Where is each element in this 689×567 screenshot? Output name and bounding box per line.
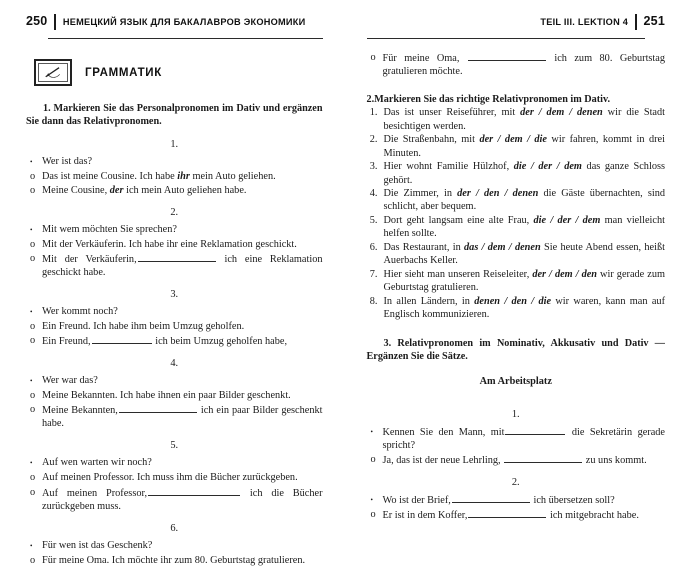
text-part: Sie heute Abend essen, heißt Auerbachs Keller. [384, 242, 666, 266]
text-part: wir die Stadt besichtigen werden. [384, 107, 666, 131]
right-running-head [367, 14, 666, 36]
dialog-line [26, 539, 323, 553]
pronoun-options[interactable]: der / dem / die [479, 134, 547, 145]
continuation-line [367, 51, 666, 78]
text-part: man vielleicht helfen sollte. [384, 215, 665, 239]
text-part: Kennen Sie den Mann, mit [383, 427, 505, 438]
question-bullet: • [26, 305, 42, 319]
dialog-text: Auf wen warten wir noch? [42, 456, 323, 470]
dialog-line [26, 170, 323, 183]
block-number: 6. [26, 522, 323, 535]
answer-marker: o [26, 320, 42, 333]
text-part: Er ist in dem Koffer, [383, 510, 468, 521]
dialog-line [26, 389, 323, 402]
answer-marker: o [26, 334, 42, 348]
text-part: mein Auto geliehen. [190, 171, 276, 182]
text-part: ich die Bücher zurückgeben muss. [42, 488, 323, 512]
exercise-1-instruction: 1. Markieren Sie das Personalpronomen im Dativ und ergänzen Sie dann das Relativpronomen. [26, 102, 323, 128]
dialog-line [367, 453, 666, 467]
list-item [367, 106, 666, 132]
text-part: die Sekretärin gerade spricht? [383, 427, 666, 451]
text-part: Ein Freund, [42, 336, 91, 347]
question-bullet: • [26, 223, 42, 237]
block-number: 4. [26, 357, 323, 370]
exercise-3-subheading: Am Arbeitsplatz [367, 376, 666, 387]
exercise-2-list [367, 106, 666, 321]
exercise-2-instruction: 2.Markieren Sie das richtige Relativpronomen im Dativ. [367, 93, 666, 106]
dialog-block-2 [367, 493, 666, 522]
list-item [367, 295, 666, 321]
answer-marker: o [367, 508, 383, 522]
dialog-line [26, 554, 323, 567]
dialog-text [42, 486, 323, 513]
list-item [367, 160, 666, 186]
dialog-text [383, 508, 666, 522]
item-text [384, 187, 666, 213]
fill-in-blank[interactable] [468, 508, 546, 518]
dialog-line [26, 486, 323, 513]
block-number: 2. [367, 476, 666, 489]
pronoun-options[interactable]: denen / den / die [474, 296, 551, 307]
fill-in-blank[interactable] [138, 252, 216, 262]
dialog-text [383, 493, 666, 507]
text-part: wir waren, kann man auf Englisch kommunizieren. [384, 296, 666, 320]
dialog-text [42, 184, 323, 197]
dialog-line [26, 252, 323, 279]
pronoun-options[interactable]: der / den / denen [457, 188, 538, 199]
dialog-text [383, 425, 666, 452]
list-item [367, 214, 666, 240]
item-text [384, 214, 666, 240]
fill-in-blank[interactable] [119, 403, 197, 413]
text-part: In allen Ländern, in [384, 296, 475, 307]
dialog-block-2 [26, 223, 323, 279]
answer-marker: o [26, 170, 42, 183]
answer-marker: o [367, 453, 383, 467]
dialog-block-1 [26, 155, 323, 197]
dialog-line [26, 155, 323, 169]
block-number: 1. [367, 408, 666, 421]
text-part: ich mein Auto geliehen habe. [124, 185, 247, 196]
dialog-text: Auf meinen Professor. Ich muss ihm die Bücher zurückgeben. [42, 471, 323, 484]
item-number: 3. [367, 160, 384, 186]
item-text [384, 241, 666, 267]
pronoun-options[interactable]: der / dem / den [532, 269, 597, 280]
fill-in-blank[interactable] [92, 334, 152, 344]
dialog-text: Mit wem möchten Sie sprechen? [42, 223, 323, 237]
fill-in-blank[interactable] [468, 51, 546, 61]
left-header-rule [48, 38, 323, 39]
item-number: 8. [367, 295, 384, 321]
dialog-text [383, 51, 666, 78]
fill-in-blank[interactable] [148, 486, 240, 496]
answer-marker: o [26, 471, 42, 484]
text-part: Dort geht langsam eine alte Frau, [384, 215, 534, 226]
question-bullet: • [367, 493, 383, 507]
dialog-line [26, 456, 323, 470]
question-bullet: • [26, 539, 42, 553]
answer-marker: o [367, 51, 383, 78]
dialog-text: Mit der Verkäuferin. Ich habe ihr eine Reklamation geschickt. [42, 238, 323, 251]
dialog-line [26, 223, 323, 237]
pronoun-options[interactable]: die / der / dem [534, 215, 601, 226]
text-part: wir fahren, kommt in drei Minuten. [384, 134, 665, 158]
dialog-line [367, 425, 666, 452]
item-number: 6. [367, 241, 384, 267]
block-number: 3. [26, 288, 323, 301]
dialog-line [26, 471, 323, 484]
dialog-text [42, 252, 323, 279]
text-part: ich ein paar Bilder geschenkt habe. [42, 405, 323, 429]
dialog-text: Ein Freund. Ich habe ihm beim Umzug geholfen. [42, 320, 323, 333]
dialog-line [367, 493, 666, 507]
dialog-line [26, 320, 323, 333]
dialog-text: Wer war das? [42, 374, 323, 388]
dialog-text [42, 334, 323, 348]
folio-divider [635, 14, 636, 30]
dialog-block-6 [26, 539, 323, 567]
text-part: zu uns kommt. [586, 455, 647, 466]
text-part: ich übersetzen soll? [533, 495, 614, 506]
text-part: Ja, das ist der neue Lehrling, [383, 455, 501, 466]
right-page [345, 0, 689, 540]
item-number: 7. [367, 268, 384, 294]
pronoun-options[interactable]: die / der / dem [514, 161, 582, 172]
text-part: ich eine Reklamation geschickt habe. [42, 254, 323, 278]
folio-divider [54, 14, 55, 30]
dialog-text: Für meine Oma. Ich möchte ihr zum 80. Geburtstag gratulieren. [42, 554, 323, 567]
list-item [367, 241, 666, 267]
text-part: ich zum 80. Geburtstag gratulieren möchte. [383, 53, 666, 77]
dialog-block-5 [26, 456, 323, 512]
question-bullet: • [26, 456, 42, 470]
text-part: Das ist meine Cousine. Ich habe [42, 171, 177, 182]
text-part: Mit der Verkäuferin, [42, 254, 137, 265]
item-number: 1. [367, 106, 384, 132]
dialog-text: Wer kommt noch? [42, 305, 323, 319]
spacer [367, 390, 666, 399]
text-part: ich beim Umzug geholfen habe, [155, 336, 287, 347]
fill-in-blank[interactable] [504, 453, 582, 463]
text-part: Meine Cousine, [42, 185, 110, 196]
answer-marker: o [26, 486, 42, 513]
answer-marker: o [26, 238, 42, 251]
right-folio: 251 [644, 14, 665, 29]
text-part: Hier sieht man unseren Reiseleiter, [384, 269, 533, 280]
dialog-line [26, 305, 323, 319]
left-page [0, 0, 345, 540]
dialog-line [26, 184, 323, 197]
text-part: Für meine Oma, [383, 53, 460, 64]
dialog-text [42, 403, 323, 430]
dialog-block-4 [26, 374, 323, 430]
answer-marker: o [26, 403, 42, 430]
block-number: 5. [26, 439, 323, 452]
highlighted-pronoun: der [110, 185, 124, 196]
grammar-section-title: ГРАММАТИК [85, 67, 162, 79]
text-part: das ganze Schloss gehört. [384, 161, 665, 185]
question-bullet: • [367, 425, 383, 452]
text-part: Das ist unser Reiseführer, mit [384, 107, 521, 118]
pronoun-options[interactable]: das / dem / denen [464, 242, 541, 253]
question-bullet: • [26, 374, 42, 388]
dialog-line [26, 334, 323, 348]
fill-in-blank[interactable] [505, 425, 565, 435]
dialog-block-3 [26, 305, 323, 348]
item-number: 4. [367, 187, 384, 213]
text-part: Auf meinen Professor, [42, 488, 147, 499]
text-part: Das Restaurant, in [384, 242, 465, 253]
list-item [367, 268, 666, 294]
right-running-title: TEIL III. LEKTION 4 [540, 14, 628, 30]
left-running-title: НЕМЕЦКИЙ ЯЗЫК ДЛЯ БАКАЛАВРОВ ЭКОНОМИКИ [63, 14, 306, 30]
dialog-text [383, 453, 666, 467]
grammar-section-heading [34, 59, 323, 86]
text-part: Wo ist der Brief, [383, 495, 451, 506]
item-number: 2. [367, 133, 384, 159]
text-part: Die Zimmer, in [384, 188, 458, 199]
exercise-3-instruction: 3. Relativpronomen im Nominativ, Akkusativ und Dativ — Ergänzen Sie die Sätze. [367, 337, 666, 363]
block-number: 1. [26, 138, 323, 151]
answer-marker: o [26, 252, 42, 279]
left-folio: 250 [26, 14, 47, 29]
block-number: 2. [26, 206, 323, 219]
text-part: Die Straßenbahn, mit [384, 134, 480, 145]
pronoun-options[interactable]: der / dem / denen [520, 107, 603, 118]
text-part: Hier wohnt Familie Hülzhof, [384, 161, 514, 172]
left-running-head [26, 14, 323, 36]
text-part: ich mitgebracht habe. [550, 510, 639, 521]
fill-in-blank[interactable] [452, 493, 530, 503]
item-text [384, 268, 666, 294]
dialog-line [367, 508, 666, 522]
highlighted-pronoun: ihr [177, 171, 190, 182]
item-text [384, 160, 666, 186]
answer-marker: o [26, 554, 42, 567]
dialog-text: Für wen ist das Geschenk? [42, 539, 323, 553]
spacer [367, 39, 666, 51]
dialog-line [26, 403, 323, 430]
dialog-text [42, 170, 323, 183]
dialog-text: Wer ist das? [42, 155, 323, 169]
item-text [384, 106, 666, 132]
dialog-line [26, 238, 323, 251]
pen-nib-framed-icon [34, 59, 72, 86]
item-number: 5. [367, 214, 384, 240]
dialog-block-1 [367, 425, 666, 467]
answer-marker: o [26, 184, 42, 197]
list-item [367, 187, 666, 213]
item-text [384, 295, 666, 321]
text-part: Meine Bekannten, [42, 405, 118, 416]
dialog-text: Meine Bekannten. Ich habe ihnen ein paar Bilder geschenkt. [42, 389, 323, 402]
question-bullet: • [26, 155, 42, 169]
text-part: wir gerade zum Geburtstag gratulieren. [384, 269, 666, 293]
dialog-line [26, 374, 323, 388]
list-item [367, 133, 666, 159]
item-text [384, 133, 666, 159]
text-part: die Gäste übernachten, sind schlicht, aber bequem. [384, 188, 666, 212]
answer-marker: o [26, 389, 42, 402]
